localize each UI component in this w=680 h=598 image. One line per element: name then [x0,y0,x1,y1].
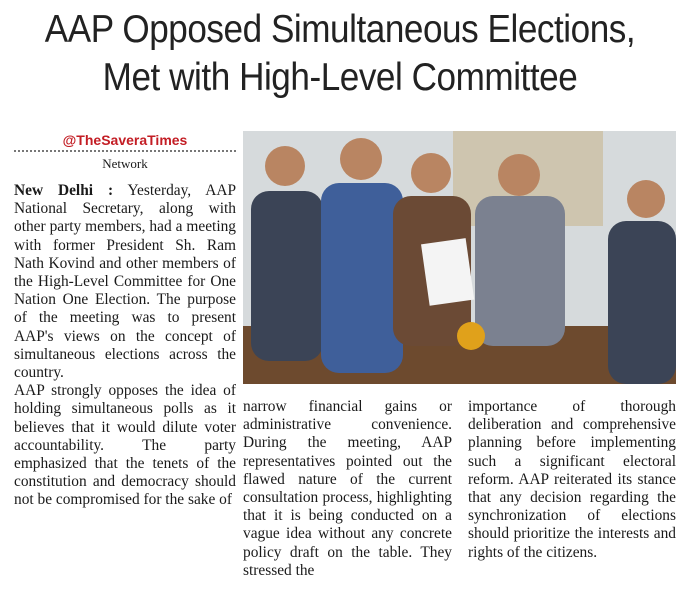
source-handle: @TheSaveraTimes [62,132,188,148]
meeting-photo-illustration [243,131,676,384]
article-paragraph-1 [14,182,236,382]
source-label: Network [102,156,148,171]
article-column-2: narrow financial gains or administrative convenience. During the meeting, AAP representatives pointed out the flawed nature of the current consultation process, highlighting that it is being conducted on a vague idea without any concrete policy draft on the table. They stressed the [243,398,452,579]
article-paragraph-2: AAP strongly opposes the idea of holding simultaneous polls as it believes that it would dilute voter accountability. The party emphasized that the tenets of the constitution and democracy should not be compromised for the sake of [14,382,236,509]
flower-bouquet [457,322,485,350]
byline [14,132,236,172]
handover-document [421,238,474,306]
article-column-1 [14,182,236,510]
article-column-3: importance of thorough deliberation and comprehensive planning before implementing such a significant electoral reform. AAP reiterated its stance that any decision regarding the synchronization of elections should prioritize the interests and rights of the citizens. [468,398,676,561]
paragraph-1-text: Yesterday, AAP National Secretary, along with other party members, had a meeting with former President Sh. Ram Nath Kovind and other members of the High-Level Committee for One Nation One Election. The purpose of the meeting was to present AAP's views on the concept of simultaneous elections across the country. [14,182,237,382]
headline-line-1: AAP Opposed Simultaneous Elections, [44,8,636,51]
dateline: New Delhi : [14,182,114,199]
news-photo [243,131,676,384]
headline-line-2: Met with High-Level Committee [102,56,578,99]
headline [34,6,646,102]
byline-divider [14,150,236,152]
